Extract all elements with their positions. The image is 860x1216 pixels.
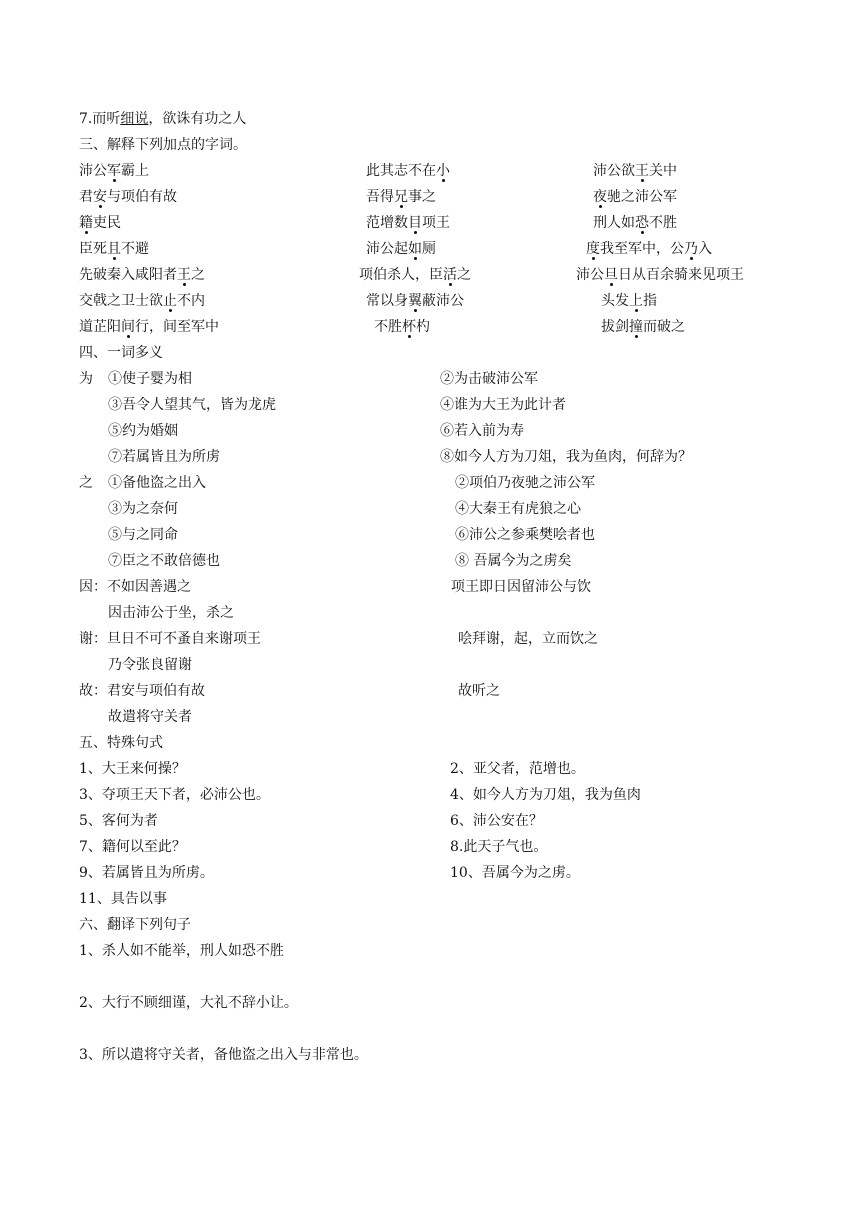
term-item: 度我至军中，公乃入 (586, 241, 712, 257)
term-item: 范增数目项王 (366, 215, 450, 231)
sentence-item: 10、吾属今为之虏。 (450, 865, 580, 881)
meaning-item: ⑦若属皆且为所虏 (108, 449, 220, 465)
dotted-char: 活 (443, 267, 457, 283)
sentence-item: 3、夺项王天下者，必沛公也。 (79, 787, 270, 803)
dotted-char: 撞 (629, 319, 643, 335)
translation-item: 1、杀人如不能举，刑人如恐不胜 (79, 943, 284, 959)
dotted-char: 安 (93, 189, 107, 205)
question-7 (79, 110, 246, 128)
dotted-char: 杯 (402, 319, 416, 335)
sentence-item: 4、如今人方为刀俎，我为鱼肉 (450, 787, 641, 803)
dotted-char: 目 (408, 215, 422, 231)
term-item: 夜驰之沛公军 (593, 189, 677, 205)
meaning-item: 故遣将守关者 (108, 709, 192, 725)
term-item: 沛公欲王关中 (593, 163, 677, 179)
meaning-item: ⑧如今人方为刀俎，我为鱼肉，何辞为？ (440, 449, 692, 465)
term-item: 先破秦入咸阳者王之 (79, 267, 205, 283)
section-4-heading: 四、一词多义 (79, 345, 163, 361)
word-label-xie: 谢：旦日不可不蚤自来谢项王 (79, 631, 261, 647)
dotted-char: 间 (121, 319, 135, 335)
term-item: 拔剑撞而破之 (601, 319, 685, 335)
dotted-char: 夜 (593, 189, 607, 205)
meaning-item: ③为之奈何 (108, 501, 178, 517)
meaning-item: ⑥若入前为寿 (440, 423, 524, 439)
dotted-char: 度 (586, 241, 600, 257)
dotted-char: 翼 (408, 293, 422, 309)
word-label-yin: 因：不如因善遇之 (79, 579, 191, 595)
meaning-item: ⑦臣之不敢倍德也 (108, 553, 220, 569)
term-item: 君安与项伯有故 (79, 189, 177, 205)
word-label-gu: 故：君安与项伯有故 (79, 683, 205, 699)
term-item: 头发上指 (601, 293, 657, 309)
meaning-item: ④大秦王有虎狼之心 (455, 501, 581, 517)
sentence-item: 9、若属皆且为所虏。 (79, 865, 214, 881)
word-label-wei: 为 (79, 371, 93, 387)
meaning-item: 君安与项伯有故 (107, 683, 205, 699)
term-item: 不胜杯杓 (374, 319, 430, 335)
word-label-zhi: 之 (79, 475, 93, 491)
term-item: 刑人如恐不胜 (593, 215, 677, 231)
dotted-char: 乃 (684, 241, 698, 257)
question-7-prefix: 7.而听 (79, 111, 121, 127)
sentence-item: 6、沛公安在？ (450, 813, 543, 829)
translation-item: 3、所以遣将守关者，备他盗之出入与非常也。 (79, 1047, 368, 1063)
meaning-item: ②项伯乃夜驰之沛公军 (455, 475, 595, 491)
meaning-item: ⑥沛公之参乘樊哙者也 (455, 527, 595, 543)
dotted-char: 籍 (79, 215, 93, 231)
meaning-item: ③吾令人望其气，皆为龙虎 (108, 397, 276, 413)
meaning-item: ⑤约为婚姻 (108, 423, 178, 439)
dotted-char: 小 (436, 163, 450, 179)
sentence-item: 5、客何为者 (79, 813, 158, 829)
term-item: 此其志不在小 (366, 163, 450, 179)
meaning-item: 故听之 (458, 683, 500, 699)
dotted-char: 如 (408, 241, 422, 257)
term-item: 交戟之卫士欲止不内 (79, 293, 205, 309)
meaning-item: 旦日不可不蚤自来谢项王 (107, 631, 261, 647)
term-item: 吾得兄事之 (366, 189, 436, 205)
dotted-char: 王 (177, 267, 191, 283)
question-7-suffix: ，欲诛有功之人 (148, 111, 247, 127)
underlined-term: 细说 (120, 111, 149, 127)
meaning-item: ⑧ 吾属今为之虏矣 (455, 553, 572, 569)
term-item: 常以身翼蔽沛公 (366, 293, 464, 309)
dotted-char: 兄 (394, 189, 408, 205)
meaning-item: 哙拜谢，起，立而饮之 (458, 631, 598, 647)
sentence-item: 2、亚父者，范增也。 (450, 761, 585, 777)
term-item: 沛公旦日从百余骑来见项王 (576, 267, 744, 283)
meaning-item: ①使子婴为相 (108, 371, 192, 387)
meaning-item: ①备他盗之出入 (108, 475, 206, 491)
term-item: 道芷阳间行，间至军中 (79, 319, 219, 335)
sentence-item: 1、大王来何操？ (79, 761, 186, 777)
meaning-item: ⑤与之同命 (108, 527, 178, 543)
sentence-item: 8.此天子气也。 (450, 839, 548, 855)
term-item: 籍吏民 (79, 215, 121, 231)
term-item: 项伯杀人，臣活之 (359, 267, 471, 283)
dotted-char: 且 (107, 241, 121, 257)
dotted-char: 恐 (635, 215, 649, 231)
term-item: 沛公起如厕 (366, 241, 436, 257)
meaning-item: 项王即日因留沛公与饮 (451, 579, 591, 595)
sentence-item: 11、具告以事 (79, 891, 167, 907)
dotted-char: 止 (163, 293, 177, 309)
dotted-char: 王 (635, 163, 649, 179)
term-item: 臣死且不避 (79, 241, 149, 257)
meaning-item: ②为击破沛公军 (440, 371, 538, 387)
dotted-char: 军 (107, 163, 121, 179)
meaning-item: 乃令张良留谢 (108, 657, 192, 673)
dotted-char: 旦 (604, 267, 618, 283)
meaning-item: 因击沛公于坐，杀之 (108, 605, 234, 621)
term-item: 沛公军霸上 (79, 163, 149, 179)
section-5-heading: 五、特殊句式 (79, 735, 163, 751)
section-6-heading: 六、翻译下列句子 (79, 917, 191, 933)
section-3-heading: 三、解释下列加点的字词。 (79, 137, 247, 153)
dotted-char: 上 (629, 293, 643, 309)
meaning-item: 不如因善遇之 (107, 579, 191, 595)
translation-item: 2、大行不顾细谨，大礼不辞小让。 (79, 995, 298, 1011)
sentence-item: 7、籍何以至此？ (79, 839, 186, 855)
meaning-item: ④谁为大王为此计者 (440, 397, 566, 413)
